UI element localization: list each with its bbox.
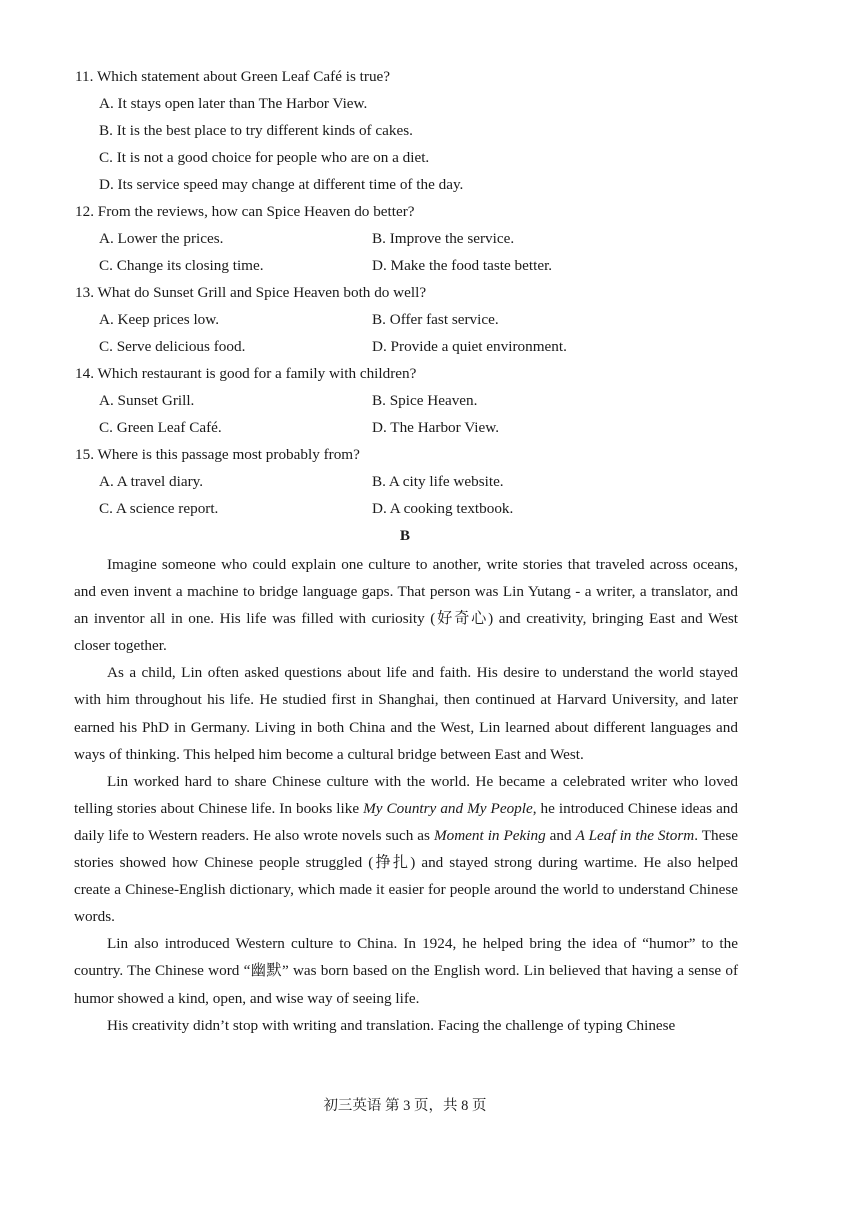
question-11-stem: 11. Which statement about Green Leaf Café is true? bbox=[75, 68, 391, 85]
question-12-option-b: B. Improve the service. bbox=[372, 230, 515, 247]
question-13-stem: 13. What do Sunset Grill and Spice Heaven both do well? bbox=[75, 284, 427, 301]
passage-paragraph-5: His creativity didn’t stop with writing and translation. Facing the challenge of typing Chinese bbox=[107, 1016, 676, 1034]
section-heading: B bbox=[399, 527, 411, 544]
question-12-option-c: C. Change its closing time. bbox=[99, 257, 264, 274]
question-14-option-b: B. Spice Heaven. bbox=[372, 392, 478, 409]
question-14-option-c: C. Green Leaf Café. bbox=[99, 419, 222, 436]
paragraph-3-text-2: , he introduced Chinese ideas and daily life to Western readers. He also wrote novels such as bbox=[74, 799, 738, 844]
question-11-option-b: B. It is the best place to try different kinds of cakes. bbox=[99, 122, 413, 139]
question-11-option-c: C. It is not a good choice for people who are on a diet. bbox=[99, 149, 430, 166]
question-15-option-a: A. A travel diary. bbox=[99, 473, 204, 490]
passage-paragraph-2: As a child, Lin often asked questions about life and faith. His desire to understand the world stayed with him throughout his life. He studied first in Shanghai, then continued at Harvard University, and later earned his PhD in Germany. Living in both China and the West, Lin learned about different languages and ways of thinking. This helped him become a cultural bridge between East and West. bbox=[74, 664, 738, 763]
question-12-stem: 12. From the reviews, how can Spice Heaven do better? bbox=[75, 203, 415, 220]
question-13-option-b: B. Offer fast service. bbox=[372, 311, 499, 328]
question-12-option-d: D. Make the food taste better. bbox=[372, 257, 553, 274]
passage-paragraph-3 bbox=[74, 768, 738, 931]
question-14-stem: 14. Which restaurant is good for a family with children? bbox=[75, 365, 417, 382]
book-title-my-country: My Country and My People bbox=[363, 799, 533, 817]
passage-paragraph-4: Lin also introduced Western culture to China. In 1924, he helped bring the idea of “humor” to the country. The Chinese word “幽默” was born based on the English word. Lin believed that having a sense of humor showed a kind, open, and wise way of seeing life. bbox=[74, 935, 738, 1007]
question-15-option-b: B. A city life website. bbox=[372, 473, 504, 490]
question-15-stem: 15. Where is this passage most probably from? bbox=[75, 446, 360, 463]
passage-paragraph-1: Imagine someone who could explain one culture to another, write stories that traveled across oceans, and even invent a machine to bridge language gaps. That person was Lin Yutang - a writer, a translator, and an inventor all in one. His life was filled with curiosity (好奇心) and creativity, bringing East and West closer together. bbox=[74, 556, 738, 655]
paragraph-3-text-3: and bbox=[545, 826, 576, 844]
question-14-option-d: D. The Harbor View. bbox=[372, 419, 500, 436]
paragraph-3-text-4: . These stories showed how Chinese people struggled (挣扎) and stayed strong during wartime. He also helped create a Chinese-English dictionary, which made it easier for people around the world to understand Chinese words. bbox=[74, 826, 739, 926]
question-15-option-c: C. A science report. bbox=[99, 500, 219, 517]
book-title-leaf-in-storm: A Leaf in the Storm bbox=[575, 826, 695, 844]
question-13-option-d: D. Provide a quiet environment. bbox=[372, 338, 567, 355]
page-footer: 初三英语 第 3 页，共 8 页 bbox=[323, 1098, 487, 1114]
book-title-moment-in-peking: Moment in Peking bbox=[433, 826, 546, 844]
paragraph-3-text-1: Lin worked hard to share Chinese culture with the world. He became a celebrated writer who loved telling stories about Chinese life. In books like bbox=[74, 772, 738, 817]
question-12-option-a: A. Lower the prices. bbox=[99, 230, 224, 247]
question-11-option-a: A. It stays open later than The Harbor View. bbox=[99, 95, 368, 112]
question-13-option-c: C. Serve delicious food. bbox=[99, 338, 246, 355]
question-11-option-d: D. Its service speed may change at different time of the day. bbox=[99, 176, 464, 193]
reading-passage bbox=[74, 551, 738, 1039]
question-15-option-d: D. A cooking textbook. bbox=[372, 500, 514, 517]
question-13-option-a: A. Keep prices low. bbox=[99, 311, 220, 328]
question-14-option-a: A. Sunset Grill. bbox=[99, 392, 195, 409]
